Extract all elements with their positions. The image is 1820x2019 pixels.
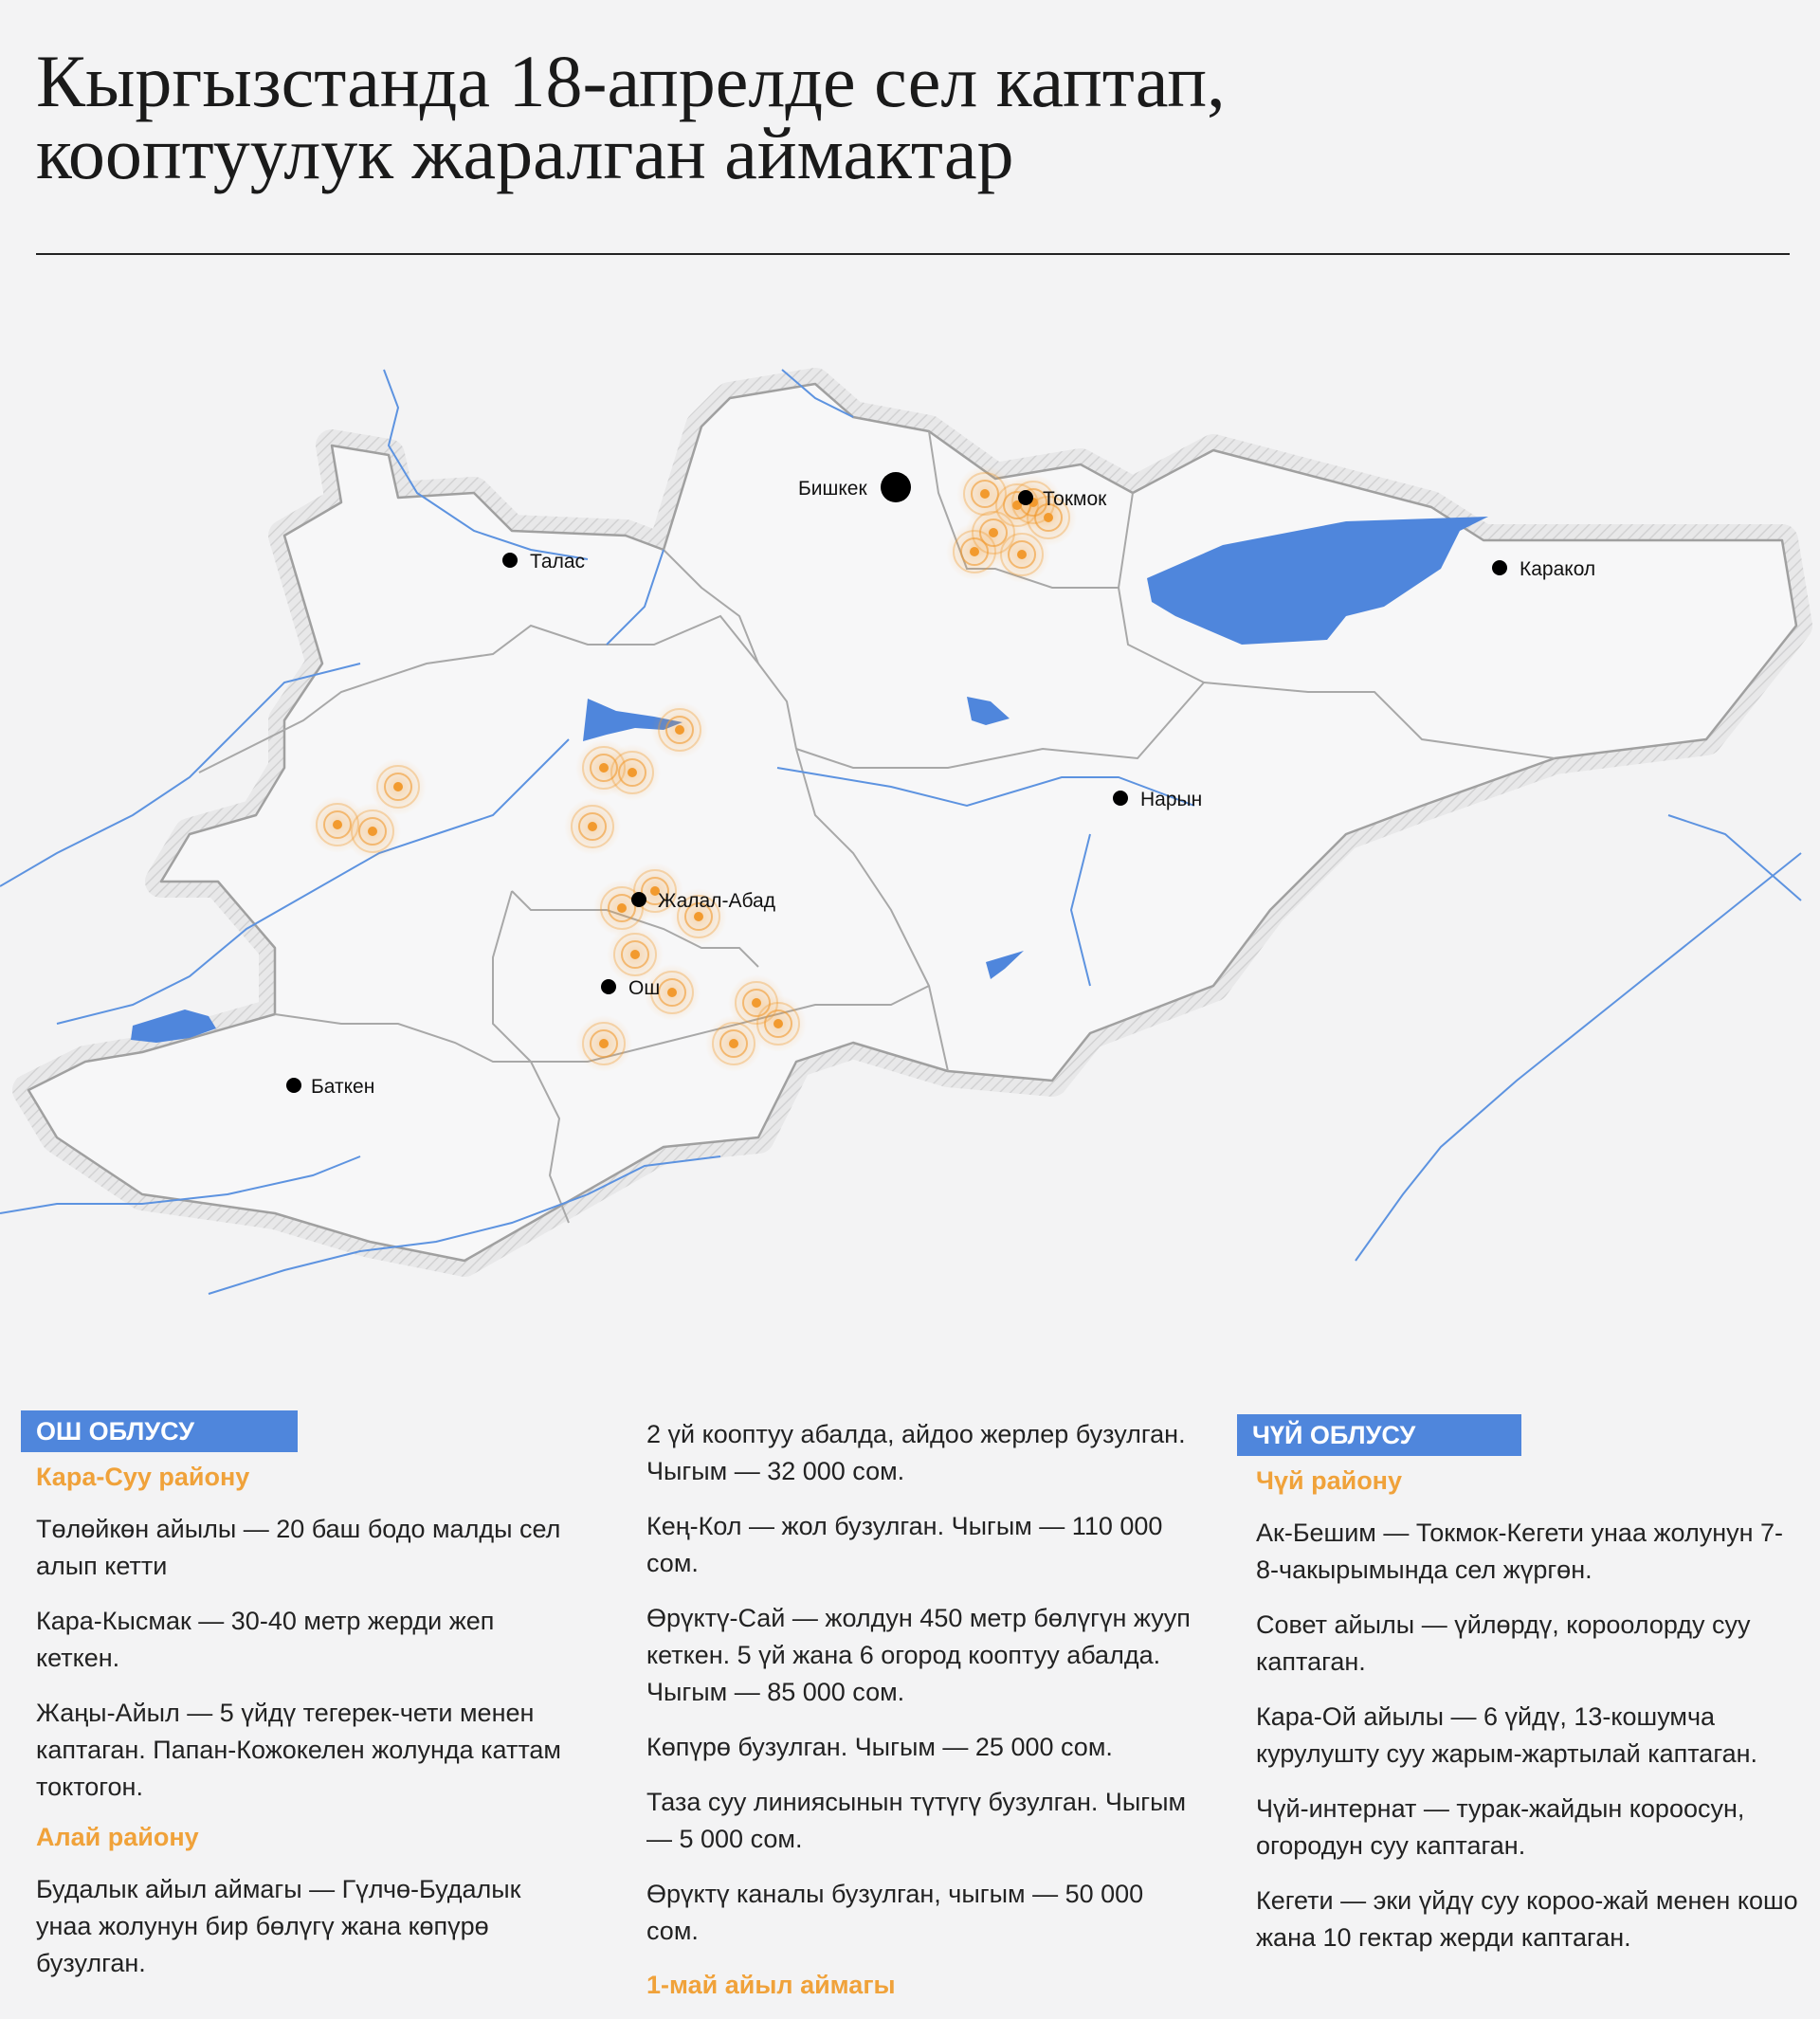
flood-marker (344, 803, 401, 860)
city-dot (631, 892, 646, 907)
city-label-osh: Ош (628, 977, 661, 999)
list-item: Кегети — эки үйдү суу короо-жай менен кошо жана 10 гектар жерди каптаган. (1256, 1886, 1798, 1952)
list-item: Төлөйкөн айылы — 20 баш бодо малды сел алып кетти (36, 1515, 561, 1580)
list-item: Кара-Ой айылы — 6 үйдү, 13-кошумча курулушту суу жарым-жартылай каптаган. (1256, 1702, 1758, 1768)
district-kara-suu: Кара-Суу району (36, 1463, 250, 1491)
district-1-mai: 1-май айыл аймагы (646, 1971, 896, 1999)
flood-marker (604, 744, 661, 801)
flood-marker (705, 1015, 762, 1072)
chui-region-column (1237, 1414, 1806, 1974)
list-item: 2 үй кооптуу абалда, айдоо жерлер бузулган. Чыгым — 32 000 сом. (646, 1420, 1186, 1485)
list-item: Ак-Бешим — Токмок-Кегети унаа жолунун 7-8-чакырымында сел жүргөн. (1256, 1519, 1784, 1584)
capital-dot (881, 472, 911, 502)
district-alai: Алай району (36, 1823, 199, 1851)
city-dot (286, 1078, 301, 1093)
title-line-2: кооптуулук жаралган аймактар (36, 112, 1014, 194)
city-label-talas: Талас (530, 551, 585, 573)
city-label-batken: Баткен (311, 1076, 375, 1098)
city-dot (1113, 791, 1128, 806)
city-label-tokmok: Токмок (1043, 488, 1107, 510)
city-dot (601, 979, 616, 994)
osh-region-column (21, 1410, 580, 2000)
list-item: Өрүктү-Сай — жолдун 450 метр бөлүгүн жууп кеткен. 5 үй жана 6 огород кооптуу абалда. Чыгым — 85 000 сом. (646, 1604, 1191, 1706)
list-item: Кара-Кысмак — 30-40 метр жерди жеп кеткен. (36, 1607, 495, 1672)
city-dot (1018, 490, 1033, 505)
list-item: Таза суу линиясынын түтүгү бузулган. Чыгым — 5 000 сом. (646, 1788, 1187, 1853)
list-item: Кең-Кол — жол бузулган. Чыгым — 110 000 сом. (646, 1512, 1163, 1577)
list-item: Чүй-интернат — турак-жайдын короосун, огородун суу каптаган. (1256, 1794, 1745, 1860)
city-dot (502, 553, 518, 568)
city-label-karakol: Каракол (1520, 558, 1596, 580)
osh-region-header: ОШ ОБЛУСУ (21, 1410, 298, 1452)
flood-marker (564, 798, 621, 855)
chui-region-header: ЧҮЙ ОБЛУСУ (1237, 1414, 1521, 1456)
list-item: Жаңы-Айыл — 5 үйдү тегерек-чети менен каптаган. Папан-Кожокелен жолунда каттам токтогон. (36, 1699, 561, 1801)
city-label-bishkek: Бишкек (798, 478, 867, 500)
city-label-naryn: Нарын (1140, 789, 1203, 810)
list-item: Өрүктү каналы бузулган, чыгым — 50 000 сом. (646, 1880, 1144, 1945)
list-item: Көпүрө бузулган. Чыгым — 25 000 сом. (646, 1733, 1113, 1761)
district-chui: Чүй району (1256, 1466, 1403, 1495)
list-item: Будалык айыл аймагы — Гүлчө-Будалык унаа жолунун бир бөлүгү жана көпүрө бузулган. (36, 1875, 521, 1977)
city-label-jalalabad: Жалал-Абад (658, 890, 775, 912)
list-item: Совет айылы — үйлөрдү, короолорду суу каптаган. (1256, 1610, 1751, 1676)
middle-column (646, 1416, 1196, 2019)
flood-marker (575, 1015, 632, 1072)
title-line-1: Кыргызстанда 18-апрелде сел каптап, (36, 40, 1226, 122)
flood-marker (651, 701, 708, 758)
city-dot (1492, 560, 1507, 575)
flood-marker (993, 526, 1050, 583)
